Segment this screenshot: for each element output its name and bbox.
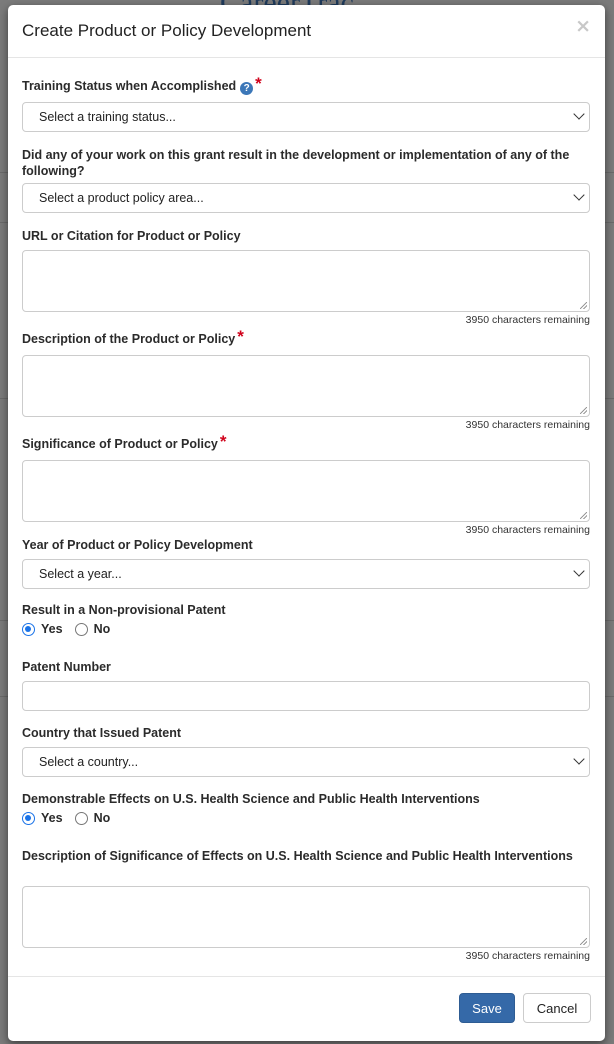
country-select[interactable] xyxy=(22,747,590,777)
chevron-down-icon xyxy=(573,189,584,200)
product-area-label: Did any of your work on this grant result in the development or implementation of any of the following? xyxy=(22,148,570,178)
significance-counter: 3950 characters remaining xyxy=(465,524,590,536)
patent-radio-group xyxy=(22,622,122,636)
patent-yes-label[interactable]: Yes xyxy=(41,622,63,636)
url-citation-group xyxy=(22,228,590,326)
patent-no-label[interactable]: No xyxy=(93,622,111,636)
training-status-label-text: Training Status when Accomplished xyxy=(22,79,237,93)
required-marker: * xyxy=(219,432,227,451)
training-status-label xyxy=(22,74,590,95)
url-citation-counter: 3950 characters remaining xyxy=(465,314,590,326)
close-button[interactable]: × xyxy=(575,15,591,37)
effects-description-textarea[interactable] xyxy=(22,886,590,948)
year-group xyxy=(22,537,590,581)
required-marker: * xyxy=(237,327,244,346)
description-label-text: Description of the Product or Policy xyxy=(22,332,236,346)
help-icon[interactable]: ? xyxy=(240,82,253,95)
year-selected: Select a year... xyxy=(39,567,122,581)
effects-no-label[interactable]: No xyxy=(93,811,111,825)
chevron-down-icon xyxy=(573,108,584,119)
chevron-down-icon xyxy=(573,565,584,576)
significance-label xyxy=(22,432,590,452)
description-textarea[interactable] xyxy=(22,355,590,417)
product-area-select[interactable] xyxy=(22,183,590,213)
chevron-down-icon xyxy=(573,753,584,764)
save-button[interactable]: Save xyxy=(459,993,515,1023)
effects-yes-radio[interactable] xyxy=(22,812,35,825)
modal-footer xyxy=(8,976,605,1042)
training-status-select[interactable] xyxy=(22,102,590,132)
country-label: Country that Issued Patent xyxy=(22,726,182,740)
resize-handle-icon[interactable] xyxy=(580,407,587,414)
training-status-group xyxy=(22,74,590,124)
patent-yes-radio[interactable] xyxy=(22,623,35,636)
description-counter: 3950 characters remaining xyxy=(465,419,590,431)
effects-yes-label[interactable]: Yes xyxy=(41,811,63,825)
effects-radio-group xyxy=(22,811,122,825)
resize-handle-icon[interactable] xyxy=(580,302,587,309)
effects-description-counter: 3950 characters remaining xyxy=(465,950,590,962)
country-selected: Select a country... xyxy=(39,755,139,769)
patent-number-label: Patent Number xyxy=(22,660,111,674)
resize-handle-icon[interactable] xyxy=(580,512,587,519)
modal-title: Create Product or Policy Development xyxy=(22,21,312,40)
effects-description-label: Description of Significance of Effects on U.S. Health Science and Public Health Interventions xyxy=(22,849,573,863)
effects-description-group xyxy=(22,848,590,962)
effects-group xyxy=(22,791,590,825)
year-select[interactable] xyxy=(22,559,590,589)
description-label xyxy=(22,327,590,347)
effects-label: Demonstrable Effects on U.S. Health Science and Public Health Interventions xyxy=(22,792,480,806)
significance-textarea[interactable] xyxy=(22,460,590,522)
year-label: Year of Product or Policy Development xyxy=(22,538,253,552)
description-group xyxy=(22,327,590,431)
resize-handle-icon[interactable] xyxy=(580,938,587,945)
effects-no-radio[interactable] xyxy=(75,812,88,825)
url-citation-textarea[interactable] xyxy=(22,250,590,312)
training-status-selected: Select a training status... xyxy=(39,110,176,124)
cancel-button[interactable]: Cancel xyxy=(523,993,591,1023)
patent-label: Result in a Non-provisional Patent xyxy=(22,603,226,617)
product-area-selected: Select a product policy area... xyxy=(39,191,204,205)
required-marker: * xyxy=(255,74,262,93)
significance-label-text: Significance of Product or Policy xyxy=(22,437,218,451)
create-product-policy-modal xyxy=(8,5,605,1041)
significance-group xyxy=(22,432,590,536)
product-area-group xyxy=(22,147,590,205)
patent-number-input[interactable] xyxy=(22,681,590,711)
patent-group xyxy=(22,602,590,636)
country-group xyxy=(22,725,590,769)
patent-no-radio[interactable] xyxy=(75,623,88,636)
modal-header xyxy=(8,5,605,58)
patent-number-group xyxy=(22,659,590,675)
url-citation-label: URL or Citation for Product or Policy xyxy=(22,229,241,243)
